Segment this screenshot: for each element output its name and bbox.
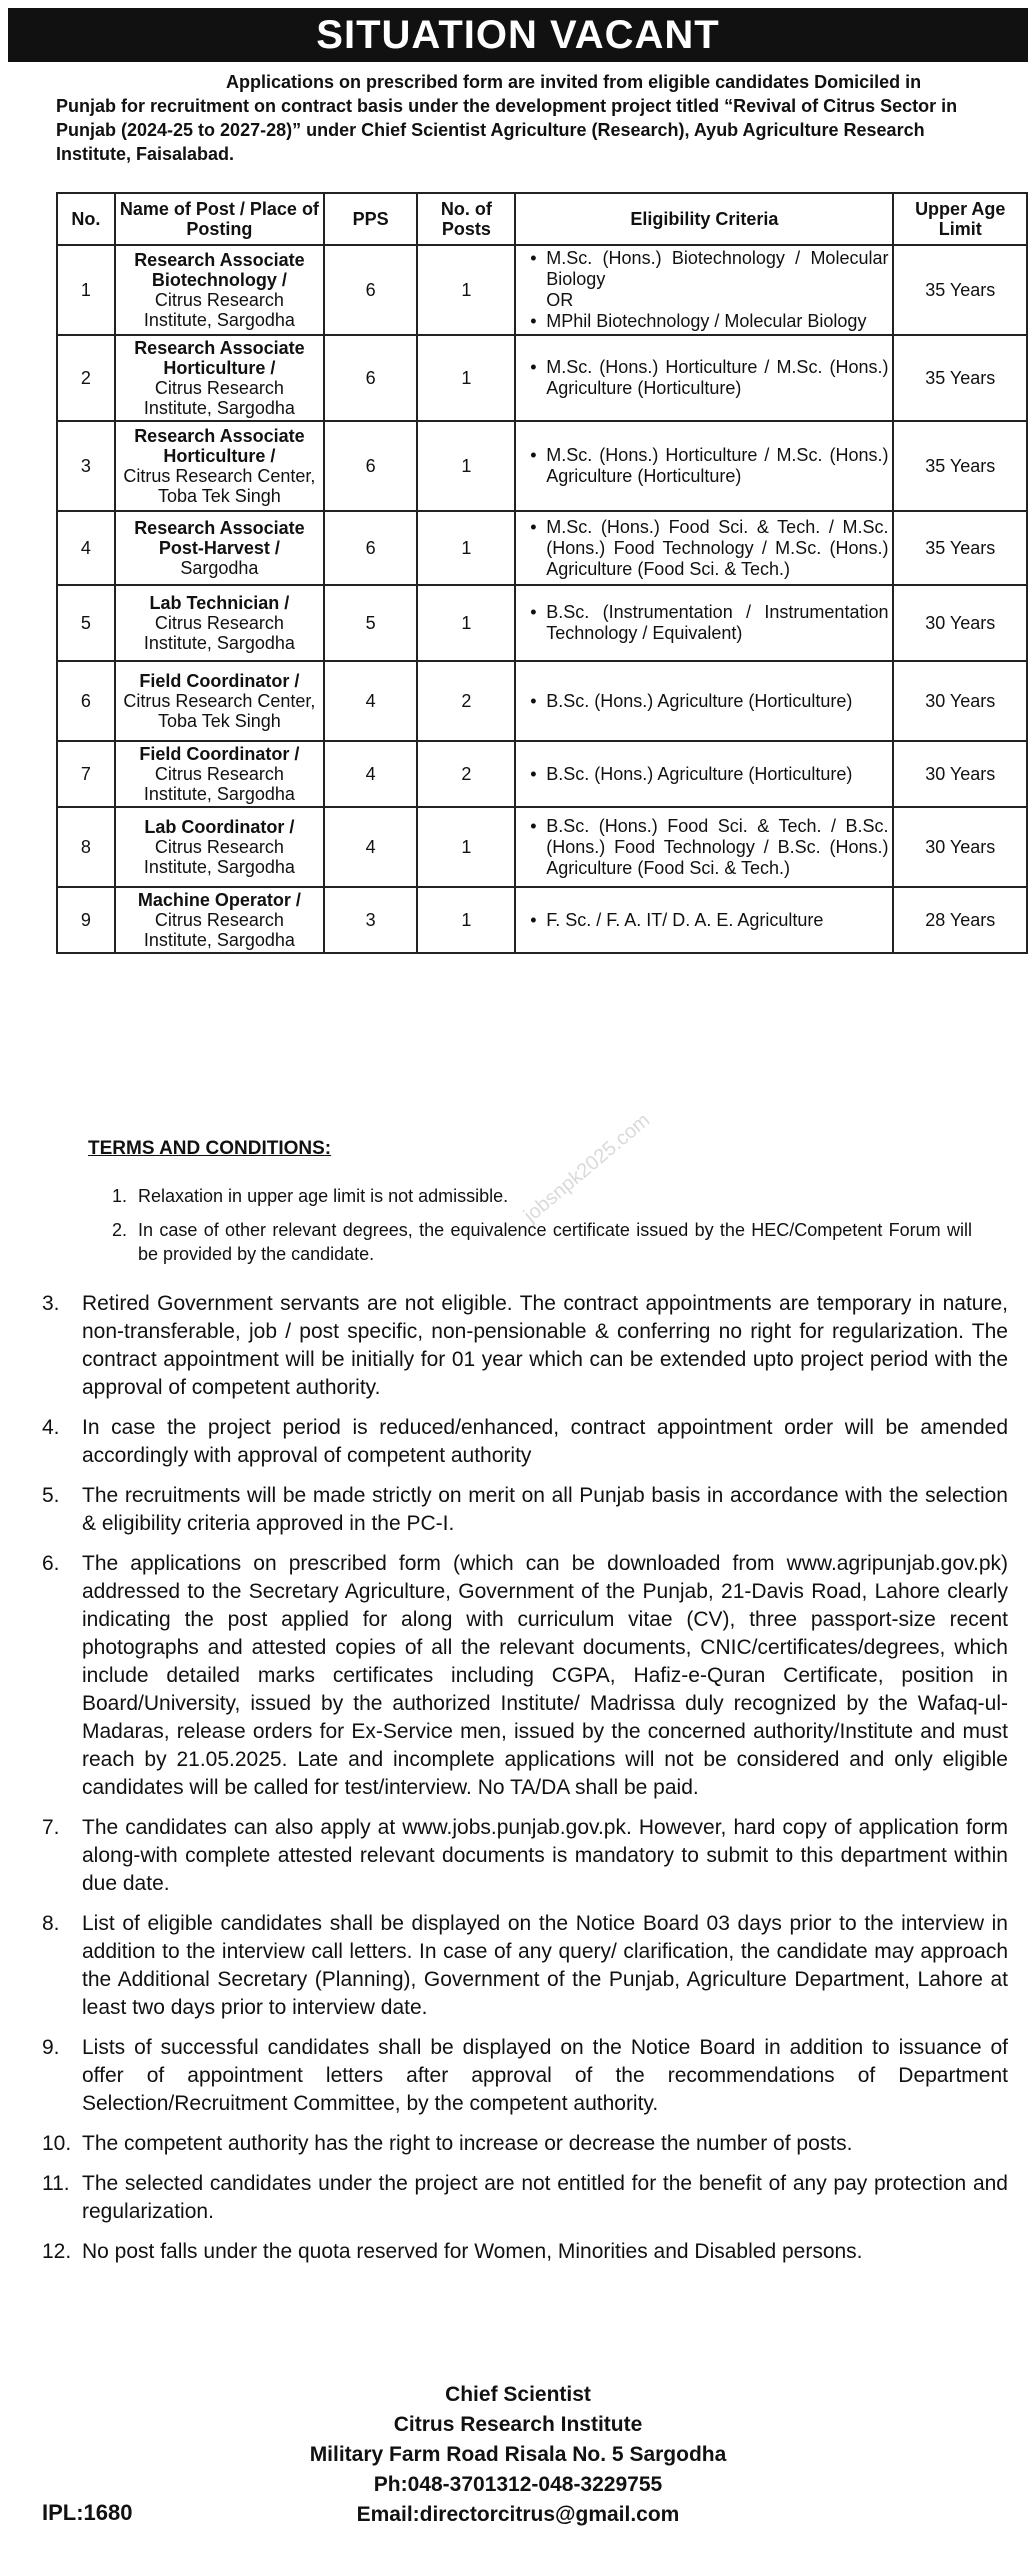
eligibility-cell (515, 335, 893, 421)
post-title: Machine Operator / (137, 890, 301, 910)
post-name-cell (115, 245, 324, 335)
header-no: No. (57, 193, 115, 245)
eligibility-cell (515, 741, 893, 807)
posts-table-body (57, 245, 1027, 953)
posts-count: 2 (417, 661, 515, 741)
institute-address: Military Farm Road Risala No. 5 Sargodha (309, 2443, 727, 2466)
term-text: The applications on prescribed form (which can be downloaded from www.agripunjab.gov.pk) addressed to the Secretary Agriculture, Government of the Punjab, 21-Davis Road, Lahore clearly indicating the post applied for along with curriculum vitae (CV), three passport-size recent photographs and attested copies of all the relevant documents, CNIC/certificates/degrees, which include detailed marks certificates including CGPA, Hafiz-e-Quran Certificate, position in Board/University, issued by the authorized Institute/ Madrissa duly recognized by the Wafaq-ul-Madaras, release orders for Ex-Service men, issued by the concerned authority/Institute and must reach by 21.05.2025. Late and incomplete applications will not be considered and only eligible candidates will be called for test/interview. No TA/DA shall be paid. (82, 1552, 1008, 1799)
term-number: 11. (42, 2172, 70, 2195)
phone-number: Ph:048-3701312-048-3229755 (373, 2473, 663, 2496)
header-posts: No. of Posts (417, 193, 515, 245)
posts-count: 1 (417, 335, 515, 421)
posts-count: 2 (417, 741, 515, 807)
terms-heading: TERMS AND CONDITIONS: (88, 1138, 332, 1159)
post-title: Field Coordinator / (139, 744, 300, 764)
email-address: Email:directorcitrus@gmail.com (356, 2503, 680, 2526)
header-post: Name of Post / Place of Posting (115, 193, 324, 245)
place-of-posting: Citrus Research Institute, Sargodha (143, 613, 295, 653)
term-text: The recruitments will be made strictly on merit on all Punjab basis in accordance with the selection & eligibility criteria approved in the PC-I. (82, 1484, 1008, 1535)
term-number: 8. (42, 1912, 60, 1935)
post-title: Research Associate Horticulture / (134, 338, 305, 378)
post-title: Field Coordinator / (139, 671, 300, 691)
age-limit: 30 Years (893, 585, 1027, 661)
posts-count: 1 (417, 421, 515, 511)
term-text: The selected candidates under the project are not entitled for the benefit of any pay protection and regularization. (82, 2172, 1008, 2223)
posts-count: 1 (417, 511, 515, 585)
term-item (42, 1550, 1008, 1802)
pps-value: 4 (324, 741, 417, 807)
header-age: Upper Age Limit (893, 193, 1027, 245)
post-name-cell (115, 807, 324, 887)
watermark: jobsnpk2025.com (520, 1109, 655, 1227)
term-text: The competent authority has the right to increase or decrease the number of posts. (82, 2132, 853, 2155)
place-of-posting: Citrus Research Center, Toba Tek Singh (123, 691, 316, 731)
table-row (57, 807, 1027, 887)
post-title: Research Associate Post-Harvest / (134, 518, 305, 558)
criteria-list (524, 691, 888, 712)
criteria-item: • F. Sc. / F. A. IT/ D. A. E. Agriculture (546, 910, 888, 931)
term-text: Relaxation in upper age limit is not admissible. (138, 1186, 509, 1206)
criteria-item: • M.Sc. (Hons.) Horticulture / M.Sc. (Hons.) Agriculture (Horticulture) (546, 357, 888, 399)
term-item (42, 2130, 1008, 2158)
criteria-list (524, 357, 888, 399)
term-item (42, 1910, 1008, 2022)
post-name-cell (115, 585, 324, 661)
row-number: 9 (57, 887, 115, 953)
posts-count: 1 (417, 245, 515, 335)
post-name-cell (115, 511, 324, 585)
eligibility-cell (515, 421, 893, 511)
term-number: 4. (42, 1416, 60, 1439)
posts-count: 1 (417, 887, 515, 953)
post-name-cell (115, 335, 324, 421)
institute-name: Citrus Research Institute (393, 2413, 643, 2436)
terms-list-main (42, 1290, 1008, 2278)
age-limit: 30 Years (893, 661, 1027, 741)
criteria-item: • M.Sc. (Hons.) Food Sci. & Tech. / M.Sc. (Hons.) Food Technology / M.Sc. (Hons.) Agriculture (Food Sci. & Tech.) (546, 517, 888, 580)
age-limit: 35 Years (893, 245, 1027, 335)
table-row (57, 335, 1027, 421)
term-text: Lists of successful candidates shall be displayed on the Notice Board in addition to issuance of offer of appointment letters after approval of the recommendations of Department Selection/Recruitment Committee, by the competent authority. (82, 2036, 1008, 2115)
table-row (57, 585, 1027, 661)
term-number: 12. (42, 2240, 72, 2263)
ipl-number: IPL:1680 (42, 2500, 133, 2525)
criteria-item: • B.Sc. (Instrumentation / Instrumentation Technology / Equivalent) (546, 602, 888, 644)
term-item (42, 1814, 1008, 1898)
term-text: Retired Government servants are not eligible. The contract appointments are temporary in nature, non-transferable, job / post specific, non-pensionable & conferring no right for regularization. The contract appointment will be initially for 01 year which can be extended upto project period with the approval of competent authority. (82, 1292, 1008, 1399)
post-title: Lab Coordinator / (144, 817, 295, 837)
pps-value: 4 (324, 807, 417, 887)
criteria-item: • B.Sc. (Hons.) Food Sci. & Tech. / B.Sc. (Hons.) Food Technology / B.Sc. (Hons.) Agriculture (Food Sci. & Tech.) (546, 816, 888, 879)
term-number: 1. (112, 1186, 128, 1206)
table-header-row (57, 193, 1027, 245)
term-item (42, 1482, 1008, 1538)
term-item (42, 1414, 1008, 1470)
row-number: 6 (57, 661, 115, 741)
criteria-item: • M.Sc. (Hons.) Biotechnology / Molecular Biology (546, 248, 888, 290)
header-pps: PPS (324, 193, 417, 245)
pps-value: 4 (324, 661, 417, 741)
signatory-title: Chief Scientist (445, 2383, 591, 2406)
criteria-item: • B.Sc. (Hons.) Agriculture (Horticulture) (546, 764, 888, 785)
pps-value: 3 (324, 887, 417, 953)
row-number: 2 (57, 335, 115, 421)
term-item (42, 2238, 1008, 2266)
age-limit: 35 Years (893, 421, 1027, 511)
age-limit: 30 Years (893, 741, 1027, 807)
eligibility-cell (515, 245, 893, 335)
criteria-item: • MPhil Biotechnology / Molecular Biology (546, 311, 888, 332)
criteria-list (524, 816, 888, 879)
term-item (42, 2170, 1008, 2226)
row-number: 3 (57, 421, 115, 511)
eligibility-cell (515, 887, 893, 953)
term-item (112, 1218, 972, 1266)
eligibility-cell (515, 585, 893, 661)
pps-value: 5 (324, 585, 417, 661)
term-text: In case of other relevant degrees, the equivalence certificate issued by the HEC/Competent Forum will be provided by the candidate. (138, 1220, 972, 1264)
table-row (57, 741, 1027, 807)
term-text: The candidates can also apply at www.jobs.punjab.gov.pk. However, hard copy of application form along-with complete attested relevant documents is mandatory to submit to this department within due date. (82, 1816, 1008, 1895)
eligibility-cell (515, 807, 893, 887)
age-limit: 28 Years (893, 887, 1027, 953)
table-row (57, 661, 1027, 741)
pps-value: 6 (324, 335, 417, 421)
table-row (57, 421, 1027, 511)
post-name-cell (115, 887, 324, 953)
posts-count: 1 (417, 807, 515, 887)
row-number: 8 (57, 807, 115, 887)
row-number: 1 (57, 245, 115, 335)
post-name-cell (115, 421, 324, 511)
page-title: SITUATION VACANT (8, 8, 1028, 62)
criteria-list (524, 517, 888, 580)
place-of-posting: Citrus Research Institute, Sargodha (143, 378, 295, 418)
posts-count: 1 (417, 585, 515, 661)
place-of-posting: Citrus Research Institute, Sargodha (143, 837, 295, 877)
place-of-posting: Citrus Research Institute, Sargodha (143, 764, 295, 804)
eligibility-cell (515, 511, 893, 585)
term-number: 7. (42, 1816, 60, 1839)
term-text: In case the project period is reduced/enhanced, contract appointment order will be amended accordingly with approval of competent authority (82, 1416, 1008, 1467)
row-number: 4 (57, 511, 115, 585)
criteria-list (524, 764, 888, 785)
pps-value: 6 (324, 511, 417, 585)
age-limit: 35 Years (893, 511, 1027, 585)
criteria-list (524, 445, 888, 487)
pps-value: 6 (324, 421, 417, 511)
place-of-posting: Citrus Research Institute, Sargodha (143, 910, 295, 950)
term-number: 5. (42, 1484, 60, 1507)
criteria-item: • B.Sc. (Hons.) Agriculture (Horticulture) (546, 691, 888, 712)
age-limit: 30 Years (893, 807, 1027, 887)
place-of-posting: Citrus Research Institute, Sargodha (143, 290, 295, 330)
table-row (57, 511, 1027, 585)
post-name-cell (115, 741, 324, 807)
pps-value: 6 (324, 245, 417, 335)
intro-paragraph: Applications on prescribed form are invited from eligible candidates Domiciled in Punjab for recruitment on contract basis under the development project titled “Revival of Citrus Sector in Punjab (2024-25 to 2027-28)” under Chief Scientist Agriculture (Research), Ayub Agriculture Research Institute, Faisalabad. (56, 72, 958, 164)
criteria-item: • M.Sc. (Hons.) Horticulture / M.Sc. (Hons.) Agriculture (Horticulture) (546, 445, 888, 487)
place-of-posting: Citrus Research Center, Toba Tek Singh (123, 466, 316, 506)
term-item (42, 2034, 1008, 2118)
post-name-cell (115, 661, 324, 741)
criteria-list (524, 910, 888, 931)
post-title: Research Associate Biotechnology / (134, 250, 305, 290)
post-title: Research Associate Horticulture / (134, 426, 305, 466)
place-of-posting: Sargodha (180, 558, 259, 578)
header-eligibility: Eligibility Criteria (515, 193, 893, 245)
posts-table (56, 192, 1028, 954)
signature-block (0, 2380, 1036, 2530)
term-number: 6. (42, 1552, 60, 1575)
table-row (57, 245, 1027, 335)
term-text: No post falls under the quota reserved for Women, Minorities and Disabled persons. (82, 2240, 863, 2263)
table-row (57, 887, 1027, 953)
age-limit: 35 Years (893, 335, 1027, 421)
term-item (42, 1290, 1008, 1402)
term-number: 10. (42, 2132, 72, 2155)
post-title: Lab Technician / (149, 593, 290, 613)
criteria-list (524, 602, 888, 644)
term-text: List of eligible candidates shall be displayed on the Notice Board 03 days prior to the interview in addition to the interview call letters. In case of any query/ clarification, the candidate may approach the Additional Secretary (Planning), Government of the Punjab, Agriculture Department, Lahore at least two days prior to interview date. (82, 1912, 1008, 2019)
row-number: 5 (57, 585, 115, 661)
term-number: 3. (42, 1292, 60, 1315)
term-number: 9. (42, 2036, 60, 2059)
criteria-item: OR (546, 290, 574, 310)
eligibility-cell (515, 661, 893, 741)
row-number: 7 (57, 741, 115, 807)
term-number: 2. (112, 1220, 128, 1240)
criteria-list (524, 248, 888, 332)
